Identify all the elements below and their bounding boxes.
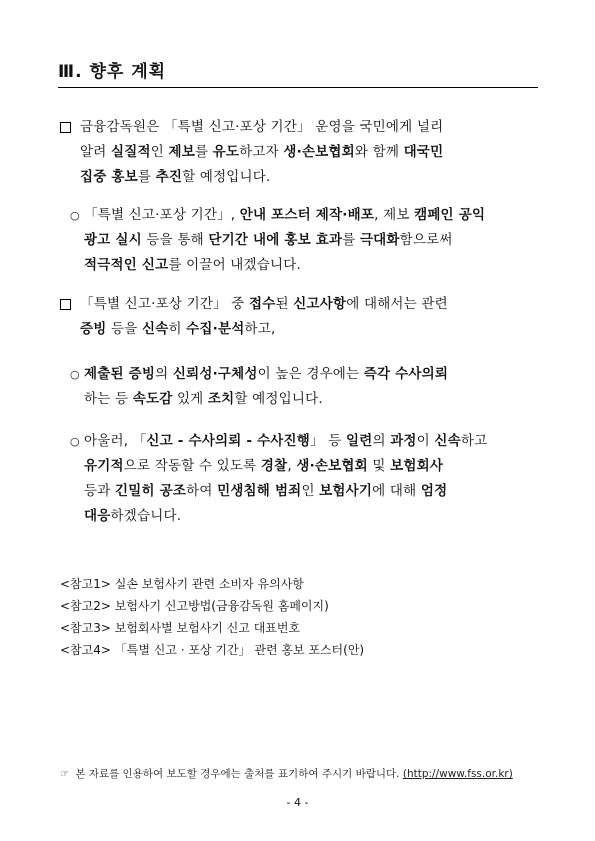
circle-bullet-icon: ○ <box>70 209 80 222</box>
paragraph-3 <box>80 292 448 342</box>
body-text: 를 <box>194 144 213 160</box>
body-text: 인 <box>150 144 169 160</box>
body-text: 으로 작동할 수 있도록 <box>123 458 261 474</box>
emphasis-text: 긴밀히 공조 <box>114 483 187 499</box>
body-text: 를 <box>342 232 360 248</box>
body-text: 하고, <box>244 321 276 337</box>
paragraph-line <box>84 454 487 479</box>
body-text: 등을 <box>106 321 142 337</box>
body-text: 와 함께 <box>354 144 404 160</box>
body-text: 를 이끌어 내겠습니다. <box>168 257 302 273</box>
section-title: Ⅲ. 향후 계획 <box>58 62 167 82</box>
emphasis-text: 제보 <box>168 144 195 160</box>
emphasis-text: 엄정 <box>420 483 448 499</box>
paragraph-line <box>84 203 485 228</box>
emphasis-text: 보험사기 <box>319 483 373 499</box>
circle-bullet-icon: ○ <box>70 435 80 448</box>
emphasis-text: 대응 <box>84 508 111 524</box>
body-text: 하여 <box>186 483 218 499</box>
paragraph-line <box>84 253 485 278</box>
paragraph-line <box>80 115 443 140</box>
paragraph-5 <box>84 429 487 529</box>
emphasis-text: 단기간 내에 홍보 효과 <box>208 232 343 248</box>
body-text: 이 높은 경우에는 <box>257 366 364 382</box>
circle-bullet-icon: ○ <box>70 368 80 381</box>
body-text: 의 <box>372 433 391 449</box>
emphasis-text: 수집·분석 <box>186 321 245 337</box>
paragraph-1 <box>80 115 443 190</box>
paragraph-line <box>84 504 487 529</box>
emphasis-text: 신고사항 <box>293 296 347 312</box>
reference-item: <참고3> 보험회사별 보험사기 신고 대표번호 <box>60 621 301 635</box>
body-text: 할 예정입니다. <box>234 391 323 407</box>
body-text: , <box>287 458 297 474</box>
body-text: 할 예정입니다. <box>182 169 271 185</box>
emphasis-text: 적극적인 신고 <box>84 257 169 273</box>
square-bullet-icon <box>60 299 71 310</box>
reference-item: <참고2> 보험사기 신고방법(금융감독원 홈페이지) <box>60 599 329 613</box>
body-text: 하겠습니다. <box>110 508 182 524</box>
body-text: 하고 <box>460 433 488 449</box>
page-number: - 4 - <box>286 796 309 809</box>
emphasis-text: 증빙 <box>80 321 107 337</box>
paragraph-line <box>84 479 487 504</box>
emphasis-text: 극대화 <box>359 232 400 248</box>
paragraph-line <box>80 140 443 165</box>
body-text: 아울러, 「 <box>84 433 147 449</box>
emphasis-text: 집중 홍보 <box>80 169 138 185</box>
body-text: 「특별 신고·포상 기간」, <box>84 207 240 223</box>
website-link[interactable]: (http://www.fss.or.kr) <box>402 768 513 780</box>
body-text: 히 <box>168 321 187 337</box>
body-text: 를 <box>137 169 156 185</box>
body-text: 등을 통해 <box>141 232 209 248</box>
body-text: 있게 <box>172 391 208 407</box>
emphasis-text: 생·손보협회 <box>296 458 368 474</box>
emphasis-text: 유도 <box>212 144 240 160</box>
emphasis-text: 보험회사 <box>390 458 444 474</box>
paragraph-line <box>84 362 448 387</box>
emphasis-text: 안내 포스터 제작·배포 <box>239 207 375 223</box>
paragraph-line <box>84 387 448 412</box>
emphasis-text: 제출된 증빙 <box>84 366 156 382</box>
citation-note-text: 본 자료를 인용하여 보도할 경우에는 출처를 표기하여 주시기 바랍니다. <box>75 768 400 780</box>
body-text: , 제보 <box>374 207 415 223</box>
body-text: 「특별 신고·포상 기간」 중 <box>80 296 250 312</box>
paragraph-line <box>80 165 443 190</box>
emphasis-text: 일련 <box>345 433 373 449</box>
emphasis-text: 실질적 <box>110 144 151 160</box>
body-text: 하는 등 <box>84 391 133 407</box>
body-text: 및 <box>367 458 391 474</box>
body-text: 에 대해 <box>372 483 421 499</box>
body-text: 된 <box>275 296 294 312</box>
emphasis-text: 속도감 <box>132 391 173 407</box>
reference-item: <참고4> 「특별 신고 · 포상 기간」 관련 홍보 포스터(안) <box>60 643 365 657</box>
emphasis-text: 과정 <box>390 433 417 449</box>
emphasis-text: 조치 <box>207 391 235 407</box>
section-heading <box>58 60 538 88</box>
emphasis-text: 접수 <box>249 296 276 312</box>
emphasis-text: 추진 <box>155 169 183 185</box>
emphasis-text: 민생침해 범죄 <box>217 483 302 499</box>
emphasis-text: 경찰 <box>260 458 288 474</box>
heading-underline <box>58 87 538 88</box>
emphasis-text: 신고 - 수사의뢰 - 수사진행 <box>146 433 311 449</box>
body-text: 함으로써 <box>399 232 453 248</box>
emphasis-text: 생·손보협회 <box>283 144 355 160</box>
paragraph-line <box>84 228 485 253</box>
emphasis-text: 대국민 <box>403 144 444 160</box>
paragraph-line <box>80 292 448 317</box>
emphasis-text: 즉각 수사의뢰 <box>363 366 449 382</box>
citation-note <box>60 766 513 783</box>
body-text: 인 <box>301 483 320 499</box>
body-text: 알려 <box>80 144 111 160</box>
emphasis-text: 유기적 <box>84 458 124 474</box>
emphasis-text: 신속 <box>141 321 169 337</box>
body-text: 등과 <box>84 483 115 499</box>
body-text: 의 <box>155 366 173 382</box>
emphasis-text: 캠페인 공익 <box>414 207 486 223</box>
paragraph-line <box>84 429 487 454</box>
body-text: 에 대해서는 관련 <box>346 296 448 312</box>
body-text: 」 등 <box>310 433 346 449</box>
emphasis-text: 광고 실시 <box>84 232 142 248</box>
paragraph-4 <box>84 362 448 412</box>
body-text: 하고자 <box>239 144 284 160</box>
reference-item: <참고1> 실손 보험사기 관련 소비자 유의사항 <box>60 577 304 591</box>
paragraph-2 <box>84 203 485 278</box>
reference-list <box>60 573 364 661</box>
square-bullet-icon <box>60 122 71 133</box>
paragraph-line <box>80 317 448 342</box>
body-text: 이 <box>416 433 435 449</box>
emphasis-text: 신뢰성·구체성 <box>172 366 258 382</box>
body-text: 금융감독원은 「특별 신고·포상 기간」 운영을 국민에게 널리 <box>80 119 444 135</box>
pointing-hand-icon: ☞ <box>60 769 69 780</box>
emphasis-text: 신속 <box>434 433 461 449</box>
